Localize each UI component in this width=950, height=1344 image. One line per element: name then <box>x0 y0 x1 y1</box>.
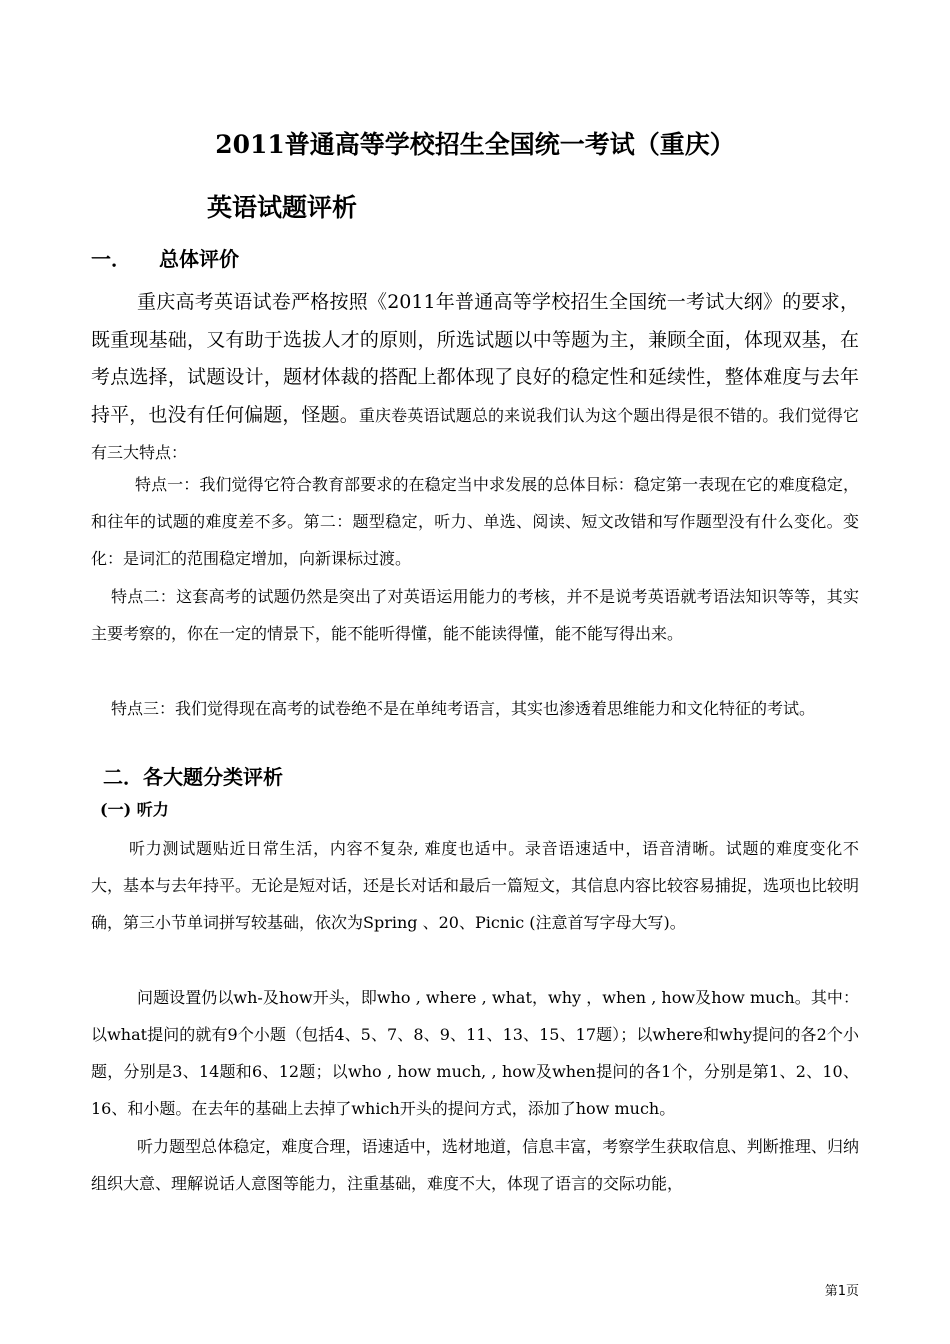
feature-one-paragraph: 特点一：我们觉得它符合教育部要求的在稳定当中求发展的总体目标：稳定第一表现在它的难度稳定，和往年的试题的难度差不多。第二：题型稳定，听力、单选、阅读、短文改错和写作题型没有什么变化。变化：是词汇的范围稳定增加，向新课标过渡。 <box>91 475 859 568</box>
feature-two-paragraph: 特点二：这套高考的试题仍然是突出了对英语运用能力的考核，并不是说考英语就考语法知识等等，其实主要考察的，你在一定的情景下，能不能听得懂，能不能读得懂，能不能写得出来。 <box>91 587 859 643</box>
document-title: 2011普通高等学校招生全国统一考试（重庆） <box>215 130 735 159</box>
subsection-heading-listening: (一) 听力 <box>100 800 169 819</box>
section-heading-categories: 二．各大题分类评析 <box>103 765 283 789</box>
page-number: 第1页 <box>824 1284 859 1299</box>
feature-three-paragraph: 特点三：我们觉得现在高考的试卷绝不是在单纯考语言，其实也渗透着思维能力和文化特征的考试。 <box>111 699 816 718</box>
listening-paragraph-1: 听力测试题贴近日常生活，内容不复杂, 难度也适中。录音语速适中，语音清晰。试题的难度变化不大，基本与去年持平。无论是短对话，还是长对话和最后一篇短文，其信息内容比较容易捕捉，选项也比较明确，第三小节单词拼写较基础，依次为Spring 、20、Picnic (注意首写字母大写)。 <box>91 839 860 932</box>
section-heading-overall <box>91 244 239 274</box>
intro-paragraph <box>91 284 859 472</box>
document-subtitle: 英语试题评析 <box>207 193 358 222</box>
section-title: 总体评价 <box>159 247 239 271</box>
listening-paragraph-2: 问题设置仍以wh-及how开头，即who , where , what，why ，when , how及how much。其中：以what提问的就有9个小题（包括4、5、7、8、9、11、13、15、17题）；以where和why提问的各2个小题，分别是3、14题和6、12题；以who , how much, , how及when提问的各1个，分别是第1、2、10、16、和小题。在去年的基础上去掉了which开头的提问方式，添加了how much。 <box>91 988 859 1118</box>
intro-tail-text: 重庆卷英语试题总的来说我们认为这个题出得是很不错的。我们觉得它有三大特点： <box>91 405 859 462</box>
section-number: 一． <box>91 247 131 271</box>
listening-paragraph-3: 听力题型总体稳定，难度合理，语速适中，选材地道，信息丰富，考察学生获取信息、判断推理、归纳组织大意、理解说话人意图等能力，注重基础，难度不大，体现了语言的交际功能， <box>91 1137 859 1193</box>
intro-main-text: 重庆高考英语试卷严格按照《2011年普通高等学校招生全国统一考试大纲》的要求，既重现基础，又有助于选拔人才的原则，所选试题以中等题为主，兼顾全面，体现双基，在考点选择，试题设计，题材体裁的搭配上都体现了良好的稳定性和延续性，整体难度与去年持平，也没有任何偏题，怪题。 <box>91 291 859 426</box>
